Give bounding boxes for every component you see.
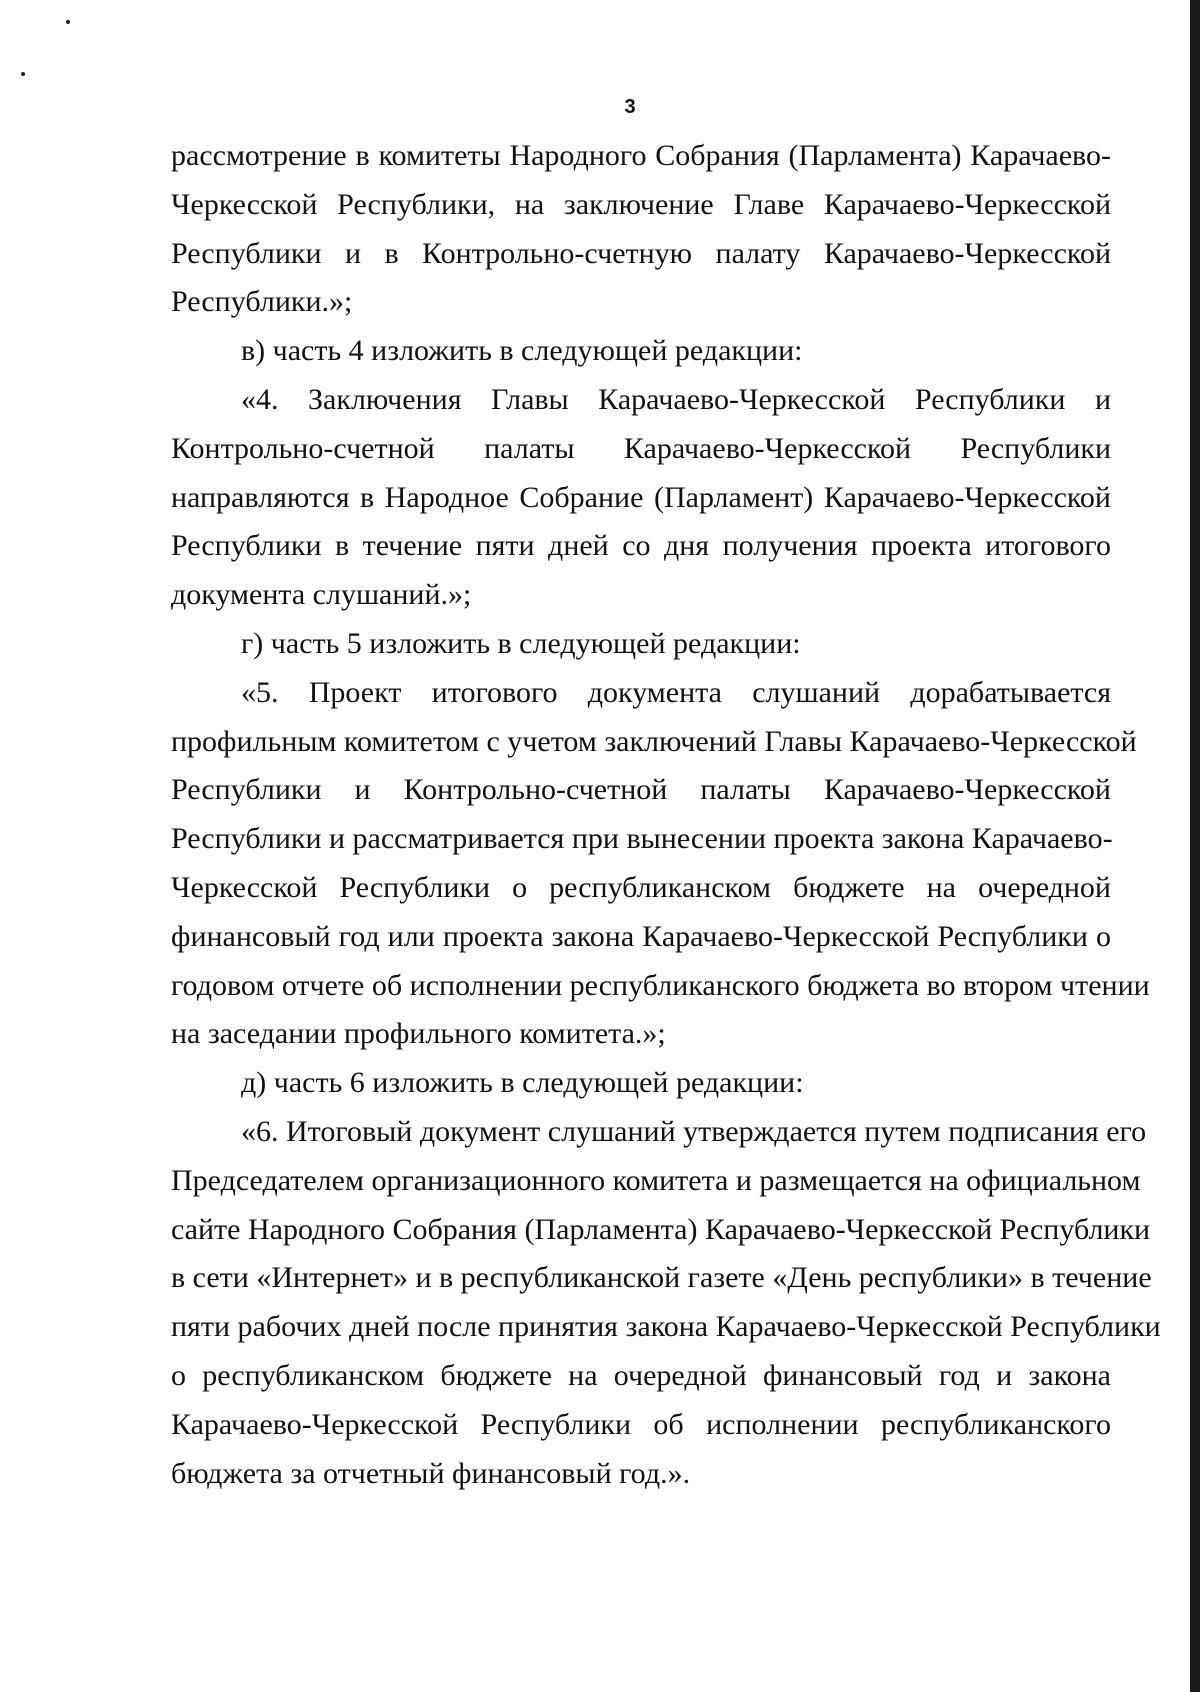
scan-edge-shadow [1190, 0, 1200, 1692]
text-line: годовом отчете об исполнении республиканского бюджета во втором чтении [171, 968, 1150, 1002]
text-line: Контрольно-счетной палаты Карачаево-Черкесской Республики [171, 431, 1111, 465]
text-line: профильным комитетом с учетом заключений Главы Карачаево-Черкесской [171, 724, 1137, 758]
text-line: о республиканском бюджете на очередной финансовый год и закона [171, 1358, 1111, 1392]
text-line: в) часть 4 изложить в следующей редакции: [241, 334, 803, 368]
text-line: «6. Итоговый документ слушаний утверждается путем подписания его [241, 1114, 1147, 1148]
text-line: «5. Проект итогового документа слушаний дорабатывается [241, 675, 1111, 709]
text-line: бюджета за отчетный финансовый год.». [171, 1456, 691, 1490]
text-line: пяти рабочих дней после принятия закона Карачаево-Черкесской Республики [171, 1310, 1161, 1344]
text-line: направляются в Народное Собрание (Парламент) Карачаево-Черкесской [171, 480, 1111, 514]
text-line: Республики.»; [171, 285, 353, 319]
text-line: финансовый год или проекта закона Карачаево-Черкесской Республики о [171, 919, 1111, 953]
text-line: Председателем организационного комитета и размещается на официальном [171, 1163, 1141, 1197]
scan-speck [66, 20, 70, 24]
document-body [171, 132, 1161, 1498]
scan-speck [21, 72, 25, 76]
text-line: в сети «Интернет» и в республиканской газете «День республики» в течение [171, 1261, 1152, 1295]
text-line: Черкесской Республики о республиканском бюджете на очередной [171, 870, 1111, 904]
text-line: Республики и в Контрольно-счетную палату Карачаево-Черкесской [171, 236, 1111, 270]
text-line: Карачаево-Черкесской Республики об исполнении республиканского [171, 1407, 1111, 1441]
page-number: 3 [624, 96, 636, 118]
text-line: д) часть 6 изложить в следующей редакции: [241, 1066, 804, 1100]
text-line: документа слушаний.»; [171, 578, 472, 612]
text-line: Республики в течение пяти дней со дня получения проекта итогового [171, 529, 1111, 563]
text-line: г) часть 5 изложить в следующей редакции: [241, 626, 801, 660]
text-line: сайте Народного Собрания (Парламента) Карачаево-Черкесской Республики [171, 1212, 1151, 1246]
text-line: «4. Заключения Главы Карачаево-Черкесской Республики и [241, 382, 1111, 416]
text-line: Черкесской Республики, на заключение Главе Карачаево-Черкесской [171, 187, 1111, 221]
text-line: Республики и рассматривается при вынесении проекта закона Карачаево- [171, 822, 1113, 856]
text-line: рассмотрение в комитеты Народного Собрания (Парламента) Карачаево- [171, 139, 1111, 172]
text-line: Республики и Контрольно-счетной палаты Карачаево-Черкесской [171, 773, 1111, 807]
text-line: на заседании профильного комитета.»; [171, 1017, 666, 1051]
